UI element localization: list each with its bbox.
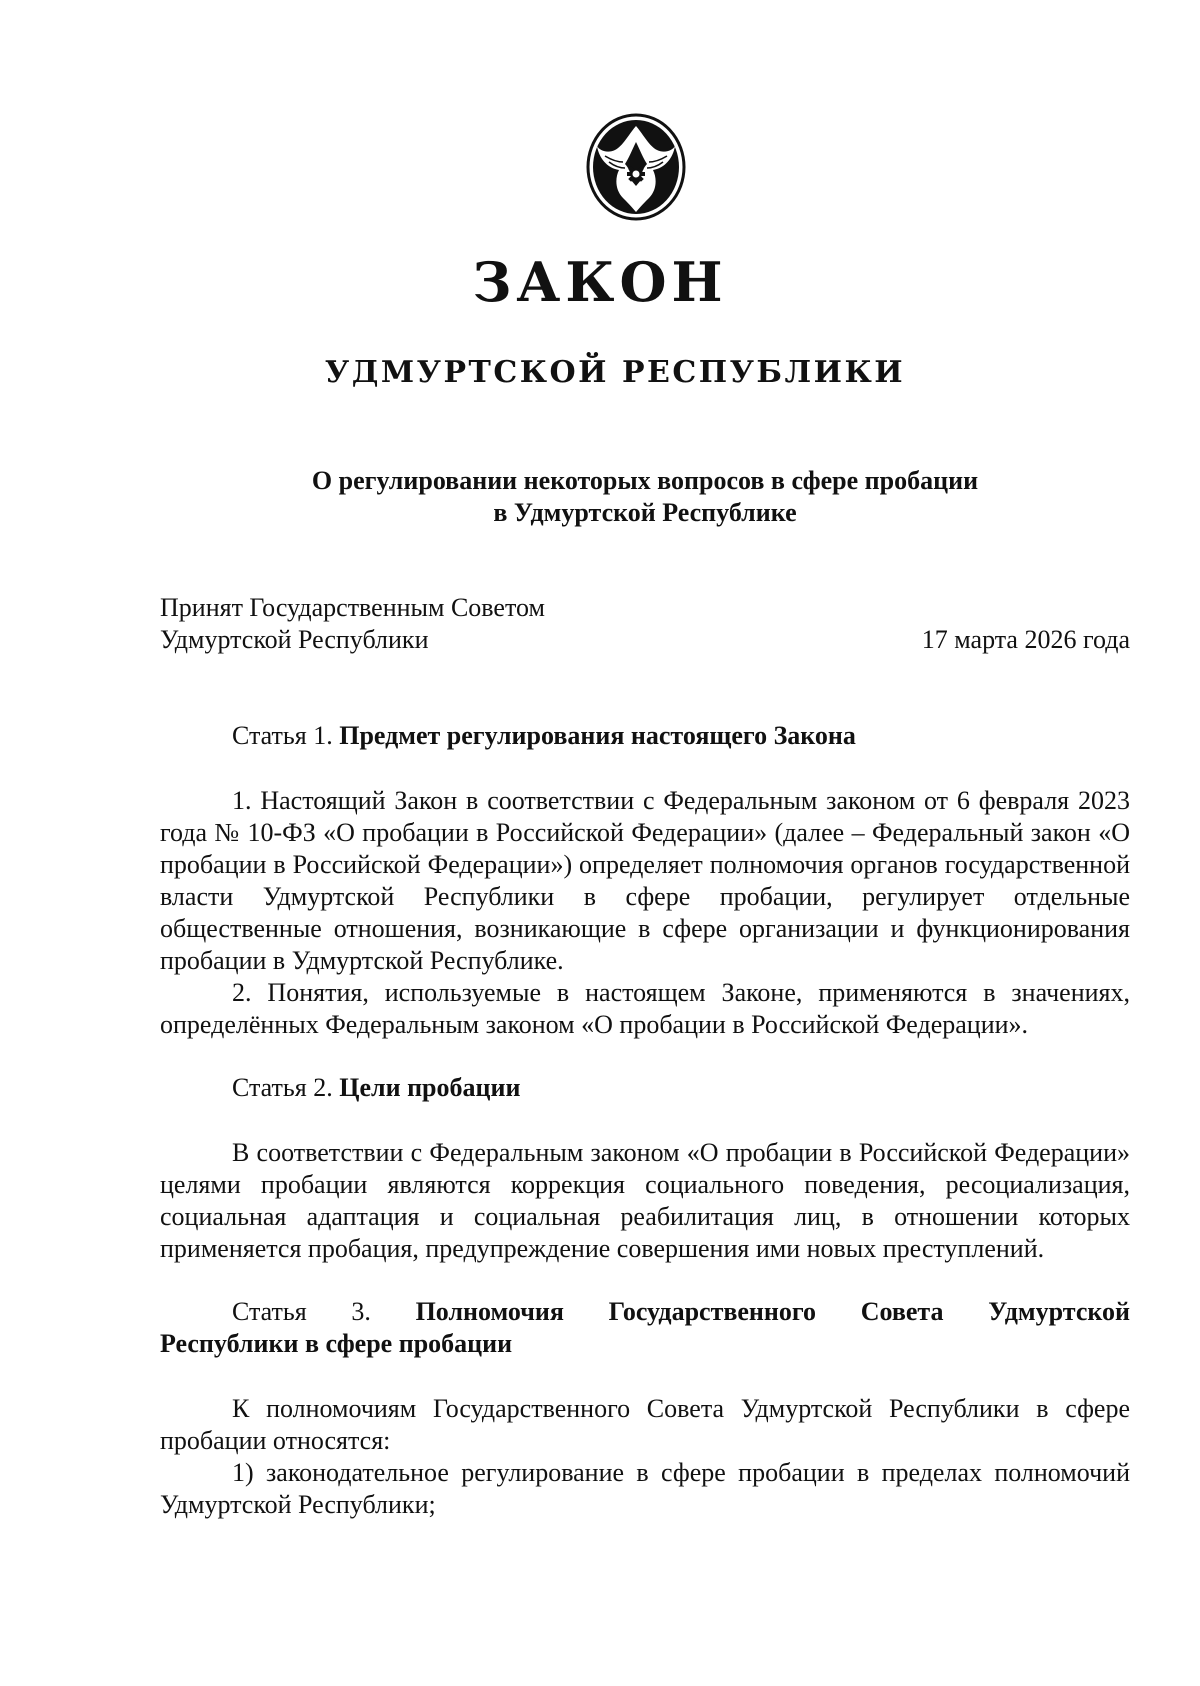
article-paragraph: К полномочиям Государственного Совета Удмуртской Республики в сфере пробации относятся: — [160, 1394, 1130, 1455]
adoption-line: Удмуртской Республики — [160, 625, 429, 654]
article-title-word: Совета — [860, 1297, 944, 1326]
adoption-line: Принят Государственным Советом — [160, 593, 545, 622]
article-paragraph: В соответствии с Федеральным законом «О пробации в Российской Федерации» целями пробации являются коррекция социального поведения, ресоциализация, социальная адаптация и социальная реабилитация лиц, в отношении которых применяется пробация, предупреждение совершения ими новых преступлений. — [160, 1138, 1130, 1263]
article-heading — [160, 1296, 1130, 1328]
article-label: Статья 1. — [232, 721, 333, 750]
article-title: Республики в сфере пробации — [160, 1329, 513, 1358]
article-label: Статья 3. — [232, 1297, 371, 1326]
adoption-block — [160, 592, 1130, 656]
document-body — [160, 720, 1130, 1521]
udmurtia-coat-of-arms-icon — [585, 112, 687, 224]
article-title-word: Государственного — [608, 1297, 817, 1326]
article-heading — [160, 720, 1130, 752]
article-paragraph: 1. Настоящий Закон в соответствии с Федеральным законом от 6 февраля 2023 года № 10-ФЗ «О пробации в Российской Федерации» (далее – Федеральный закон «О пробации в Российской Федерации») определяет полномочия органов государственной власти Удмуртской Республики в сфере пробации, регулирует отдельные общественные отношения, возникающие в сфере организации и функционирования пробации в Удмуртской Республике. — [160, 786, 1130, 975]
article-label: Статья 2. — [232, 1073, 333, 1102]
adoption-date: 17 марта 2026 года — [921, 625, 1130, 654]
article-paragraph: 2. Понятия, используемые в настоящем Законе, применяются в значениях, определённых Федеральным законом «О пробации в Российской Федерации». — [160, 978, 1130, 1039]
article-heading — [160, 1072, 1130, 1104]
article-title-word: Полномочия — [415, 1297, 564, 1326]
law-name — [160, 465, 1130, 529]
law-name-line: О регулировании некоторых вопросов в сфере пробации — [311, 466, 979, 495]
article-title-word: Удмуртской — [988, 1297, 1131, 1326]
article-paragraph: 1) законодательное регулирование в сфере пробации в пределах полномочий Удмуртской Республики; — [160, 1458, 1130, 1519]
article-title: Цели пробации — [339, 1073, 521, 1102]
article-title: Предмет регулирования настоящего Закона — [339, 721, 856, 750]
law-name-line: в Удмуртской Республике — [493, 498, 797, 527]
document-subtitle: УДМУРТСКОЙ РЕСПУБЛИКИ — [324, 355, 906, 390]
document-title: ЗАКОН — [472, 250, 728, 314]
